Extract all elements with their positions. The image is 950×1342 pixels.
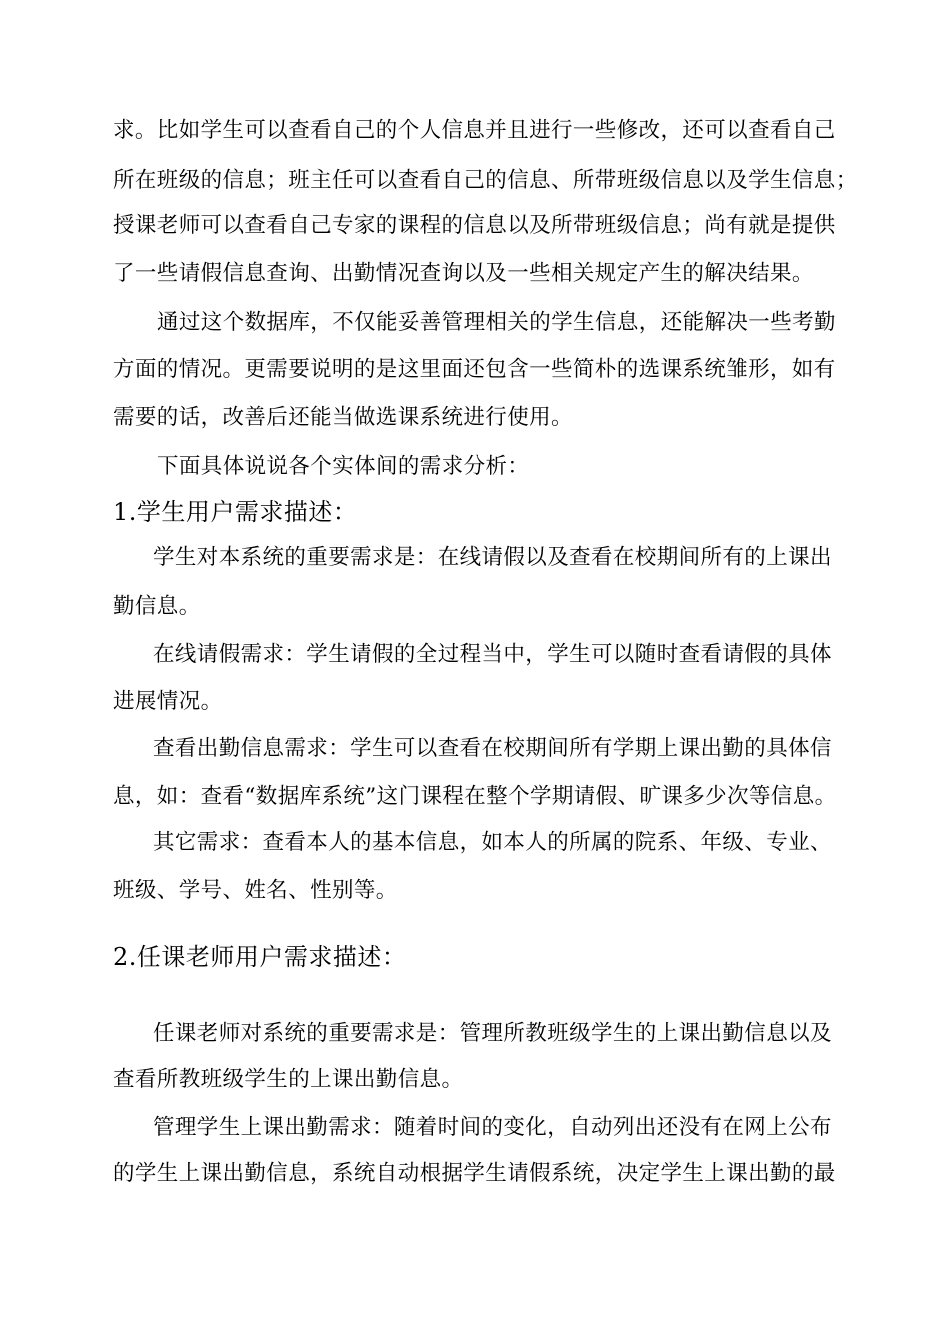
- section-heading-student: 1.学生用户需求描述：: [113, 498, 358, 526]
- paragraph-line: 通过这个数据库，不仅能妥善管理相关的学生信息，还能解决一些考勤: [157, 310, 836, 335]
- paragraph-line: 勤信息。: [113, 594, 201, 619]
- paragraph-line: 班级、学号、姓名、性别等。: [113, 878, 398, 903]
- section-heading-teacher: 2.任课老师用户需求描述：: [113, 943, 407, 971]
- paragraph-line: 在线请假需求：学生请假的全过程当中，学生可以随时查看请假的具体: [153, 642, 832, 667]
- paragraph-line: 的学生上课出勤信息，系统自动根据学生请假系统，决定学生上课出勤的最: [113, 1161, 836, 1186]
- paragraph-line: 了一些请假信息查询、出勤情况查询以及一些相关规定产生的解决结果。: [113, 261, 814, 286]
- paragraph-line: 进展情况。: [113, 689, 223, 714]
- paragraph-line: 查看所教班级学生的上课出勤信息。: [113, 1067, 464, 1092]
- paragraph-line: 所在班级的信息；班主任可以查看自己的信息、所带班级信息以及学生信息；: [113, 168, 858, 193]
- paragraph-line: 求。比如学生可以查看自己的个人信息并且进行一些修改，还可以查看自己: [113, 118, 836, 143]
- paragraph-line: 授课老师可以查看自己专家的课程的信息以及所带班级信息；尚有就是提供: [113, 213, 836, 238]
- paragraph-line: 方面的情况。更需要说明的是这里面还包含一些简朴的选课系统雏形，如有: [113, 357, 836, 382]
- paragraph-line: 学生对本系统的重要需求是：在线请假以及查看在校期间所有的上课出: [153, 545, 832, 570]
- paragraph-line: 查看出勤信息需求：学生可以查看在校期间所有学期上课出勤的具体信: [153, 736, 832, 761]
- paragraph-line: 管理学生上课出勤需求：随着时间的变化，自动列出还没有在网上公布: [153, 1115, 832, 1140]
- paragraph-line: 息，如：查看“数据库系统”这门课程在整个学期请假、旷课多少次等信息。: [113, 784, 837, 809]
- paragraph-line: 其它需求：查看本人的基本信息，如本人的所属的院系、年级、专业、: [153, 830, 832, 855]
- paragraph-line: 任课老师对系统的重要需求是：管理所教班级学生的上课出勤信息以及: [153, 1021, 832, 1046]
- paragraph-line: 下面具体说说各个实体间的需求分析：: [157, 454, 530, 479]
- paragraph-line: 需要的话，改善后还能当做选课系统进行使用。: [113, 405, 573, 430]
